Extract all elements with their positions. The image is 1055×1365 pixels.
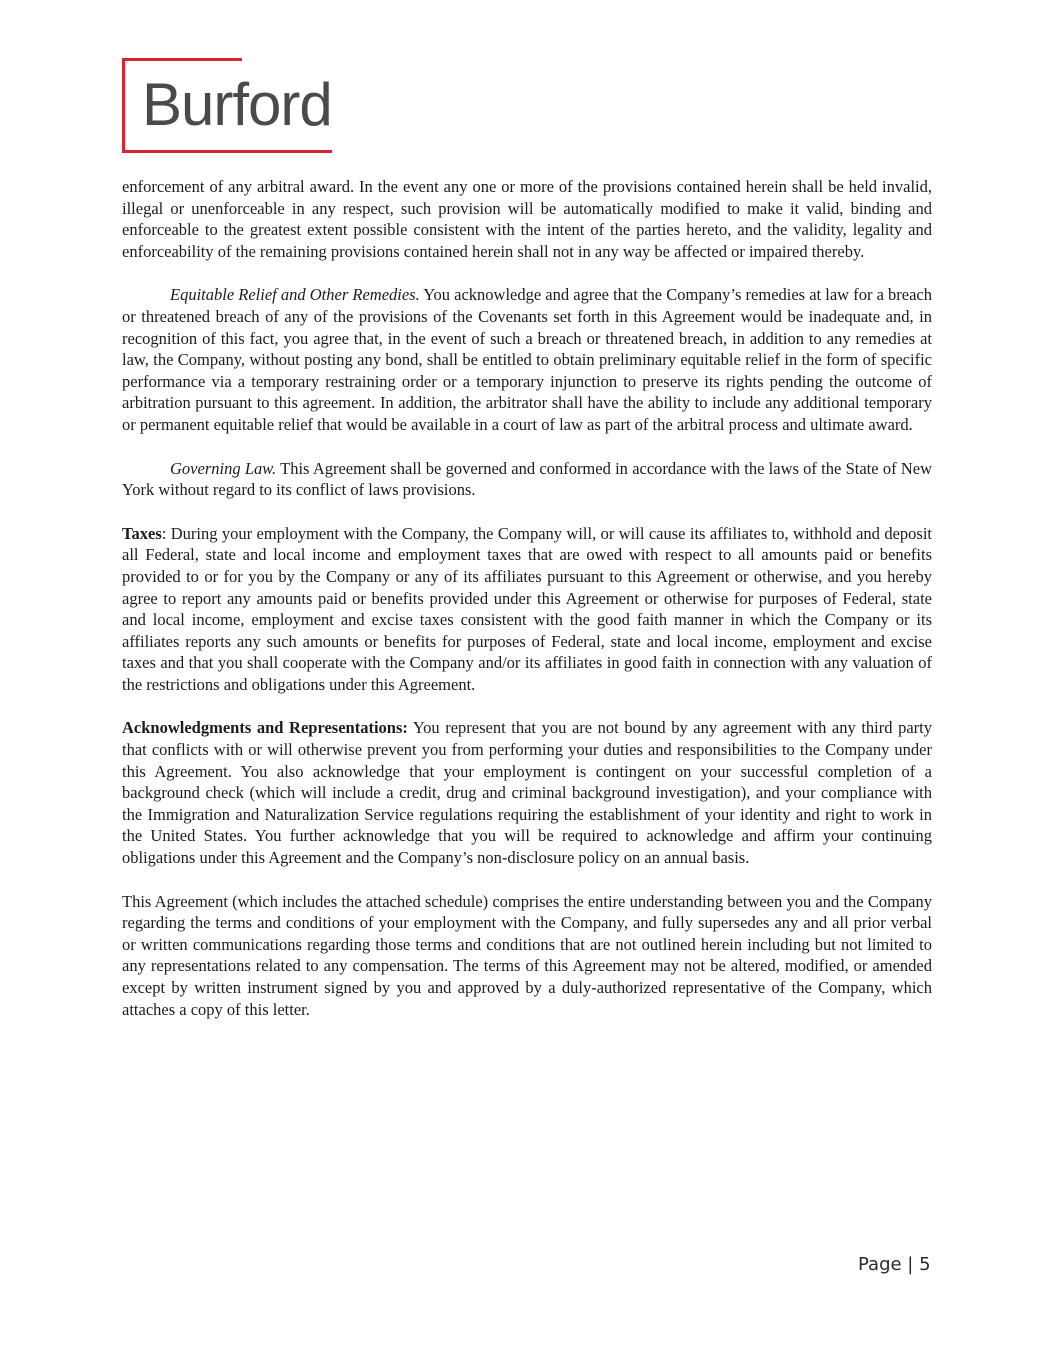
- equitable-relief-body: You acknowledge and agree that the Company’s remedies at law for a breach or threatened breach of any of the provisions of the Covenants set forth in this Agreement would be inadequate and, in recognition of this fact, you agree that, in the event of such a breach or threatened breach, in addition to any remedies at law, the Company, without posting any bond, shall be entitled to obtain preliminary equitable relief in the form of specific performance via a temporary restraining order or a temporary injunction to preserve its rights pending the outcome of arbitration pursuant to this agreement. In addition, the arbitrator shall have the ability to include any additional temporary or permanent equitable relief that would be available in a court of law as part of the arbitral process and ultimate award.: [122, 285, 932, 434]
- logo-frame-left: [122, 58, 125, 153]
- paragraph-governing-law: [122, 458, 932, 501]
- logo-text: Burford: [142, 71, 332, 138]
- equitable-relief-heading: Equitable Relief and Other Remedies.: [170, 285, 420, 305]
- taxes-heading: Taxes: [122, 523, 162, 543]
- page-number: Page | 5: [858, 1254, 931, 1275]
- paragraph-acknowledgments: [122, 717, 932, 868]
- taxes-body: : During your employment with the Company, the Company will, or will cause its affiliates to, withhold and deposit all Federal, state and local income and employment taxes that are owed with respect to all amounts paid or benefits provided to or for you by the Company or any of its affiliates pursuant to this Agreement or otherwise, and you hereby agree to report any amounts paid or benefits provided under this Agreement or otherwise for purposes of Federal, state and local income, employment and excise taxes consistent with the good faith manner in which the Company or its affiliates reports any such amounts or benefits for purposes of Federal, state and local income, employment and excise taxes and that you shall cooperate with the Company and/or its affiliates in good faith in connection with any valuation of the restrictions and obligations under this Agreement.: [122, 523, 932, 694]
- acknowledgments-body: You represent that you are not bound by any agreement with any third party that conflicts with or will otherwise prevent you from performing your duties and responsibilities to the Company under this Agreement. You also acknowledge that your employment is contingent on your successful completion of a background check (which will include a credit, drug and criminal background investigation), and your compliance with the Immigration and Naturalization Service regulations requiring the establishment of your identity and right to work in the United States. You further acknowledge that you will be required to acknowledge and affirm your continuing obligations under this Agreement and the Company’s non-disclosure policy on an annual basis.: [122, 718, 932, 868]
- governing-law-body: This Agreement shall be governed and conformed in accordance with the laws of the State of New York without regard to its conflict of laws provisions.: [122, 458, 932, 500]
- governing-law-heading: Governing Law.: [170, 458, 277, 478]
- acknowledgments-heading: Acknowledgments and Representations:: [122, 718, 408, 738]
- logo-frame-top: [122, 58, 242, 61]
- logo-frame-bottom: [122, 150, 332, 153]
- burford-logo: [122, 58, 334, 158]
- document-body: [122, 176, 932, 1042]
- paragraph-equitable-relief: [122, 284, 932, 435]
- paragraph-entire-agreement: This Agreement (which includes the attached schedule) comprises the entire understanding between you and the Company regarding the terms and conditions of your employment with the Company, and fully supersedes any and all prior verbal or written communications regarding those terms and conditions that are not outlined herein including but not limited to any representations related to any compensation. The terms of this Agreement may not be altered, modified, or amended except by written instrument signed by you and approved by a duly-authorized representative of the Company, which attaches a copy of this letter.: [122, 891, 932, 1019]
- paragraph-taxes: [122, 523, 932, 696]
- paragraph-arbitral-enforcement: enforcement of any arbitral award. In the event any one or more of the provisions contained herein shall be held invalid, illegal or unenforceable in any respect, such provision will be automatically modified to make it valid, binding and enforceable to the greatest extent possible consistent with the intent of the parties hereto, and the validity, legality and enforceability of the remaining provisions contained herein shall not in any way be affected or impaired thereby.: [122, 177, 932, 261]
